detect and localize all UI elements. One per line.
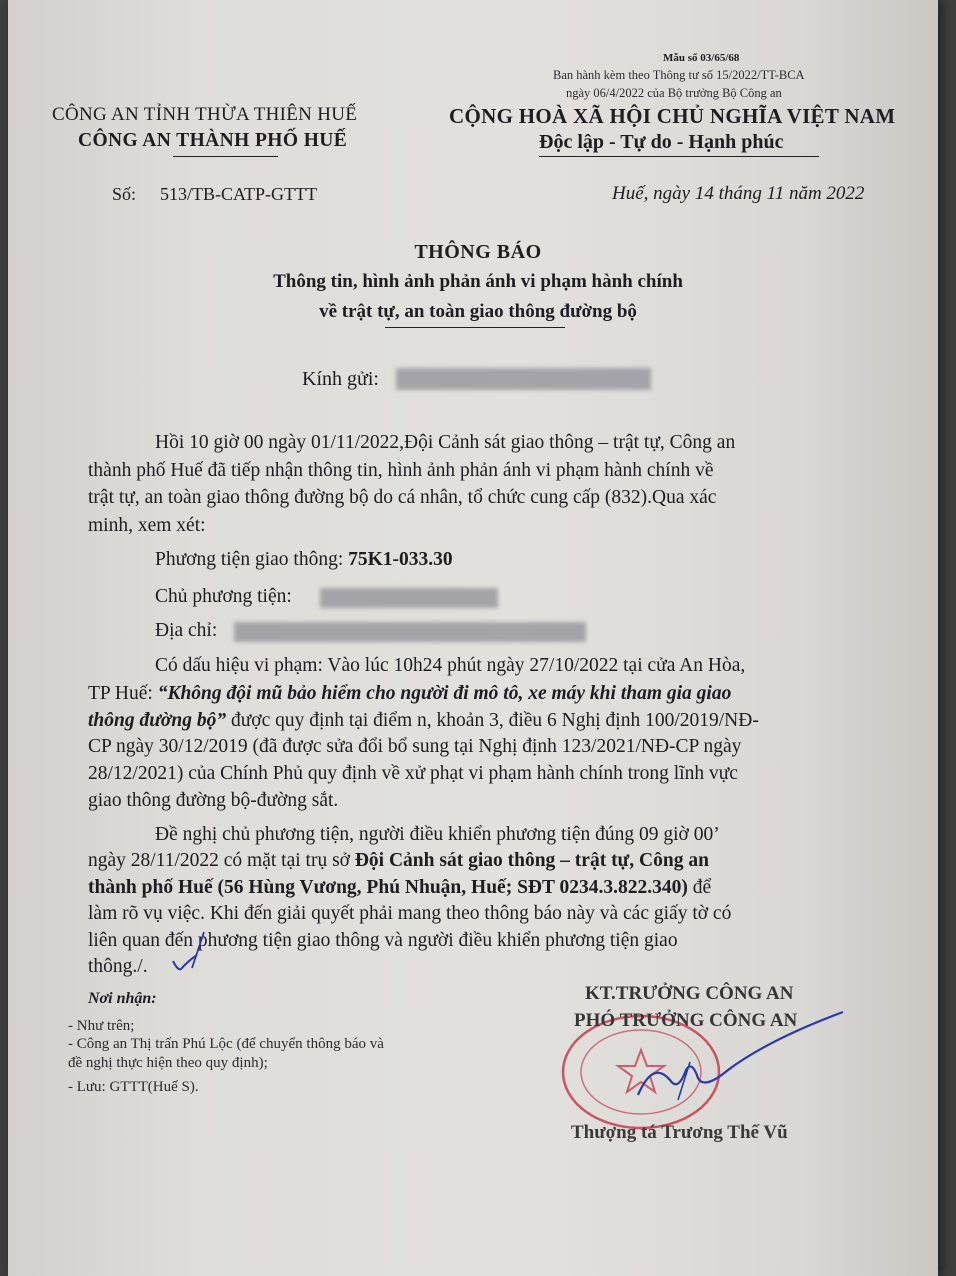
motto-underline (539, 156, 819, 157)
pen-check-mark (170, 953, 200, 975)
redacted-owner (320, 588, 498, 608)
signature-title-line2: PHÓ TRƯỞNG CÔNG AN (574, 1010, 798, 1031)
intro-line: trật tự, an toàn giao thông đường bộ do cá nhân, tổ chức cung cấp (832).Qua xác (88, 487, 717, 508)
document-number-value: 513/TB-CATP-GTTT (160, 184, 318, 204)
document-subtitle-line2: về trật tự, an toàn giao thông đường bộ (319, 301, 637, 322)
violation-quote: “Không đội mũ bảo hiểm cho người đi mô tô, xe máy khi tham gia giao (157, 683, 732, 704)
request-line (88, 850, 709, 872)
intro-line: Hồi 10 giờ 00 ngày 01/11/2022,Đội Cảnh sát giao thông – trật tự, Công an (155, 432, 736, 453)
violation-line (88, 683, 731, 705)
intro-line: minh, xem xét: (88, 515, 206, 536)
national-motto: Độc lập - Tự do - Hạnh phúc (539, 131, 784, 153)
violation-line (88, 710, 759, 732)
violation-line: CP ngày 30/12/2019 (đã được sửa đổi bổ sung tại Nghị định 123/2021/NĐ-CP ngày (88, 736, 742, 757)
form-issued-line1: Ban hành kèm theo Thông tư số 15/2022/TT-BCA (553, 68, 805, 82)
request-line: Đề nghị chủ phương tiện, người điều khiển phương tiện đúng 09 giờ 00’ (155, 824, 720, 845)
violation-line: Có dấu hiệu vi phạm: Vào lúc 10h24 phút ngày 27/10/2022 tại cửa An Hòa, (155, 655, 746, 676)
violation-quote-end: thông đường bộ” (88, 710, 227, 731)
violation-legal-basis: được quy định tại điểm n, khoản 3, điều 6 Nghị định 100/2019/NĐ- (226, 710, 759, 731)
vehicle-row (155, 549, 453, 571)
vehicle-plate: 75K1-033.30 (348, 549, 453, 570)
request-date: ngày 28/11/2022 có mặt tại trụ sở (88, 850, 355, 871)
violation-line: 28/12/2021) của Chính Phủ quy định về xử phạt vi phạm hành chính trong lĩnh vực (88, 763, 738, 784)
document-number-label: Số: (112, 184, 137, 204)
request-line: làm rõ vụ việc. Khi đến giải quyết phải mang theo thông báo này và các giấy tờ có (88, 903, 732, 924)
recipients-heading: Nơi nhận: (88, 990, 157, 1007)
owner-label: Chủ phương tiện: (155, 586, 292, 607)
signature-title-line1: KT.TRƯỞNG CÔNG AN (585, 983, 794, 1004)
recipient-item: - Công an Thị trấn Phú Lộc (để chuyển thông báo và (68, 1036, 384, 1052)
request-line: thông./. (88, 956, 148, 977)
document-title: THÔNG BÁO (414, 241, 542, 263)
agency-parent: CÔNG AN TỈNH THỪA THIÊN HUẾ (52, 104, 358, 125)
request-office: Đội Cảnh sát giao thông – trật tự, Công an (354, 850, 709, 871)
request-line (88, 877, 711, 899)
handwritten-signature (608, 1000, 858, 1110)
redacted-recipient (396, 368, 651, 390)
violation-line: giao thông đường bộ-đường sắt. (88, 790, 339, 811)
document-date: Huế, ngày 14 tháng 11 năm 2022 (612, 183, 865, 204)
violation-place: TP Huế: (88, 683, 158, 704)
vehicle-label: Phương tiện giao thông: (155, 549, 344, 570)
address-label: Địa chỉ: (155, 620, 218, 641)
form-issued-line2: ngày 06/4/2022 của Bộ trưởng Bộ Công an (566, 86, 782, 100)
intro-line: thành phố Huế đã tiếp nhận thông tin, hình ảnh phản ánh vi phạm hành chính về (88, 460, 714, 481)
request-office-address: thành phố Huế (56 Hùng Vương, Phú Nhuận, Huế; SĐT 0234.3.822.340) (88, 877, 688, 898)
salutation-label: Kính gửi: (302, 368, 379, 390)
redacted-address (234, 622, 586, 642)
national-title: CỘNG HOÀ XÃ HỘI CHỦ NGHĨA VIỆT NAM (449, 104, 896, 128)
agency-underline (173, 156, 278, 157)
recipient-item: - Như trên; (68, 1018, 135, 1034)
signer-name: Thượng tá Trương Thế Vũ (571, 1122, 788, 1143)
form-number: Mẫu số 03/65/68 (663, 52, 740, 64)
request-purpose: để (687, 877, 712, 898)
agency-name: CÔNG AN THÀNH PHỐ HUẾ (78, 130, 348, 151)
document-number (112, 184, 317, 205)
document-page (8, 0, 938, 1276)
subtitle-underline (385, 327, 565, 328)
document-subtitle-line1: Thông tin, hình ảnh phản ánh vi phạm hành chính (273, 271, 683, 292)
recipient-item: - Lưu: GTTT(Huế S). (68, 1079, 199, 1095)
recipient-item: đề nghị thực hiện theo quy định); (68, 1055, 268, 1071)
request-line: liên quan đến phương tiện giao thông và người điều khiển phương tiện giao (88, 930, 678, 951)
